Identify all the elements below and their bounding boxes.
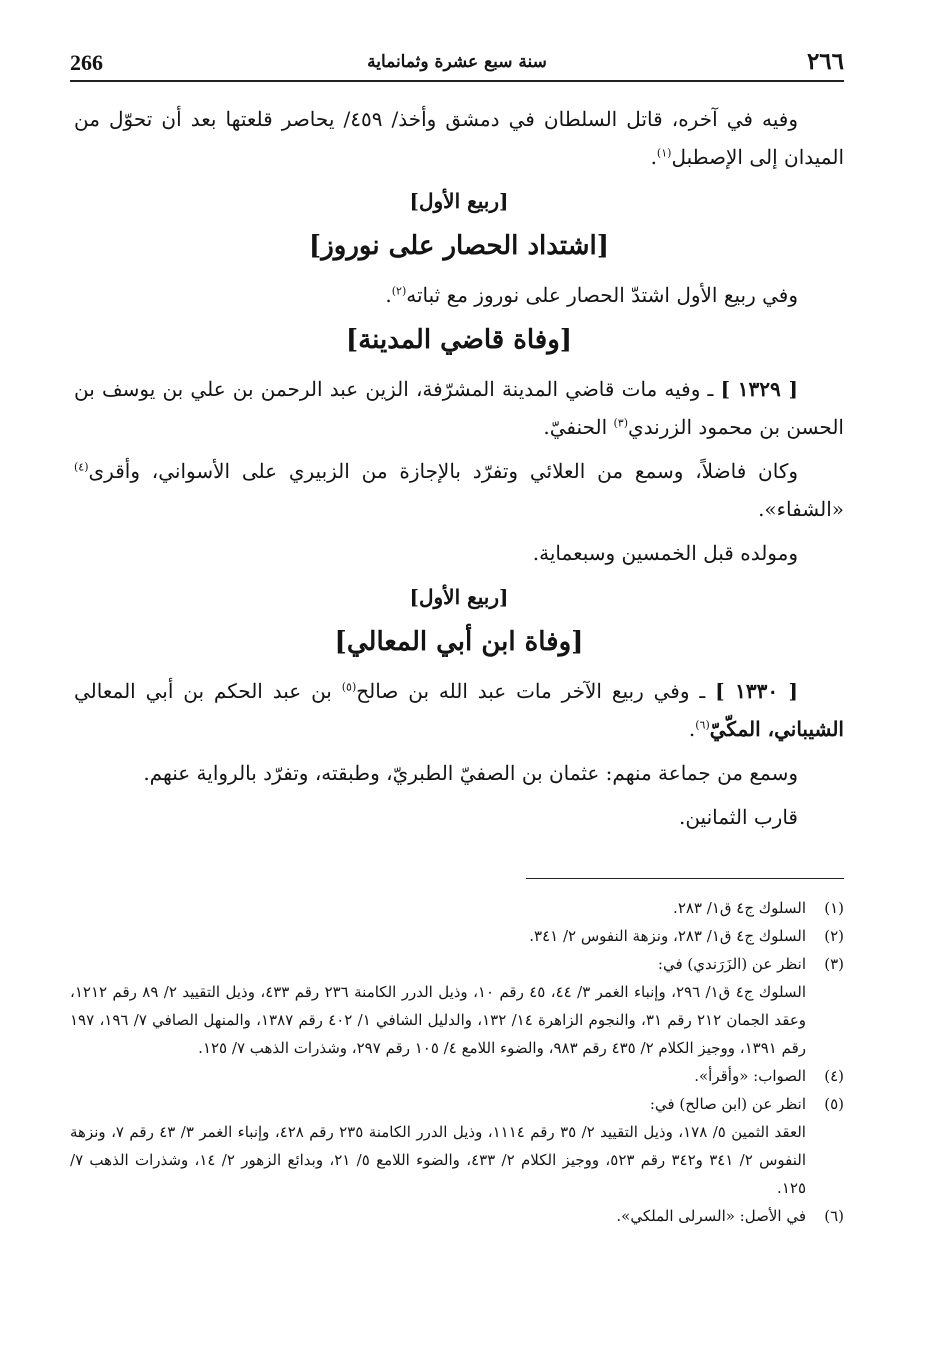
footnote-text: في الأصل: «السرلى الملكي». [616, 1207, 806, 1225]
footnote [70, 978, 844, 1062]
footnote-number: (٤) [824, 1067, 844, 1085]
page-number-arabic: ٢٦٦ [806, 48, 844, 75]
footnote [70, 1062, 844, 1090]
footnote-number: (٢) [824, 927, 844, 945]
footnote-text: السلوك ج٤ ق١/ ٢٨٣. [673, 899, 806, 917]
footnote [70, 894, 844, 922]
running-title: سنة سبع عشرة وثمانماية [367, 52, 547, 72]
footnote-number: (١) [824, 899, 844, 917]
entry-paragraph: [ ١٣٣٠ ] ـ وفي ربيع الآخر مات عبد الله بن صالح$^{(٥)}$ بن عبد الحكم بن أبي المعالي الشيباني، المكّيّ$^{(٦)}$. [74, 679, 844, 741]
header-rule [70, 80, 844, 82]
page-number-latin: 266 [70, 50, 103, 75]
entry-number: [ ١٣٣٠ ] [715, 679, 799, 703]
footnote-number: (٣) [824, 955, 844, 973]
footnote [70, 1118, 844, 1202]
entry-number: [ ١٣٢٩ ] [720, 377, 798, 401]
footnote-text: السلوك ج٤ ق١/ ٢٩٦، وإنباء الغمر ٣/ ٤٤، ٤٥ رقم ١٠، وذيل الدرر الكامنة ٢٣٦ رقم ٤٣٣، وذيل التقييد ٢/ ٨٩ رقم ١٢١٢، وعقد الجمان ٢١٢ رقم ٣١، والنجوم الزاهرة ١٤/ ١٣٢، والدليل الشافي ١/ ٤٠٢ رقم ١٣٨٧، والمنهل الصافي ٧/ ١٩٦، ١٩٧ رقم ١٣٩١، ووجيز الكلام ٢/ ٤٣٥ رقم ٩٨٣، والضوء اللامع ٤/ ١٠٥ رقم ٢٩٧، وشذرات الذهب ٧/ ١٢٥. [70, 983, 807, 1057]
footnote-ref[interactable]: (٥) [341, 680, 357, 694]
footnote-text: السلوك ج٤ ق١/ ٢٨٣، ونزهة النفوس ٢/ ٣٤١. [529, 927, 806, 945]
footnote [70, 922, 844, 950]
paragraph: ومولده قبل الخمسين وسبعماية. [532, 541, 798, 565]
footnote-text: الصواب: «وأقرأ». [694, 1067, 806, 1085]
paragraph: وكان فاضلاً، وسمع من العلائي وتفرّد بالإجازة من الزبيري على الأسواني، وأقرى$^{(٤)}$ «الشفاء». [74, 459, 844, 521]
footnote-number [806, 1118, 844, 1202]
footnote-number: (٥) [824, 1095, 844, 1113]
entry-title: [وفاة ابن أبي المعالي] [334, 627, 584, 657]
paragraph: وسمع من جماعة منهم: عثمان بن الصفيّ الطبريّ، وطبقته، وتفرّد بالرواية عنهم. [143, 761, 798, 785]
main-text [74, 100, 844, 842]
paragraph: قارب الثمانين. [678, 805, 798, 829]
entry-paragraph: [ ١٣٢٩ ] ـ وفيه مات قاضي المدينة المشرّفة، الزين عبد الرحمن بن علي بن يوسف بن الحسن بن محمود الزرندي$^{(٣)}$ الحنفيّ. [74, 377, 844, 439]
section-heading: [ربيع الأول] [409, 585, 509, 609]
entry-title: [اشتداد الحصار على نوروز] [308, 231, 610, 261]
footnote-rule [526, 878, 844, 879]
footnote-number [806, 978, 844, 1062]
footnote [70, 950, 844, 978]
footnotes [70, 894, 844, 1230]
footnote [70, 1202, 844, 1230]
footnote-text: انظر عن (الزَرَندي) في: [657, 955, 806, 973]
footnote-ref[interactable]: (١) [656, 146, 672, 160]
section-heading: [ربيع الأول] [409, 189, 509, 213]
footnote-text: انظر عن (ابن صالح) في: [649, 1095, 806, 1113]
paragraph: وفيه في آخره، قاتل السلطان في دمشق وأخذ/ ٤٥٩/ يحاصر قلعتها بعد أن تحوّل من الميدان إلى الإصطبل$^{(١)}$. [74, 107, 844, 169]
footnote-ref[interactable]: (٦) [695, 718, 710, 732]
footnote-text: العقد الثمين ٥/ ١٧٨، وذيل التقييد ٢/ ٣٥ رقم ١١١٤، وذيل الدرر الكامنة ٢٣٥ رقم ٤٢٨، وإنباء الغمر ٣/ ٤٣ رقم ٧، ونزهة النفوس ٢/ ٣٤١ و٣٤٢ رقم ٥٢٣، ووجيز الكلام ٢/ ٤٣٣، والضوء اللامع ٥/ ٢١، وبدائع الزهور ٢/ ١٤، وشذرات الذهب ٧/ ١٢٥. [70, 1123, 807, 1197]
footnote-ref[interactable]: (٤) [74, 460, 89, 474]
footnote-ref[interactable]: (٣) [613, 416, 629, 430]
page-header [70, 42, 844, 78]
entry-title: [وفاة قاضي المدينة] [345, 325, 573, 355]
footnote [70, 1090, 844, 1118]
footnote-ref[interactable]: (٢) [391, 284, 407, 298]
footnote-number: (٦) [824, 1207, 844, 1225]
paragraph: وفي ربيع الأول اشتدّ الحصار على نوروز مع ثباته$^{(٢)}$. [385, 283, 798, 307]
